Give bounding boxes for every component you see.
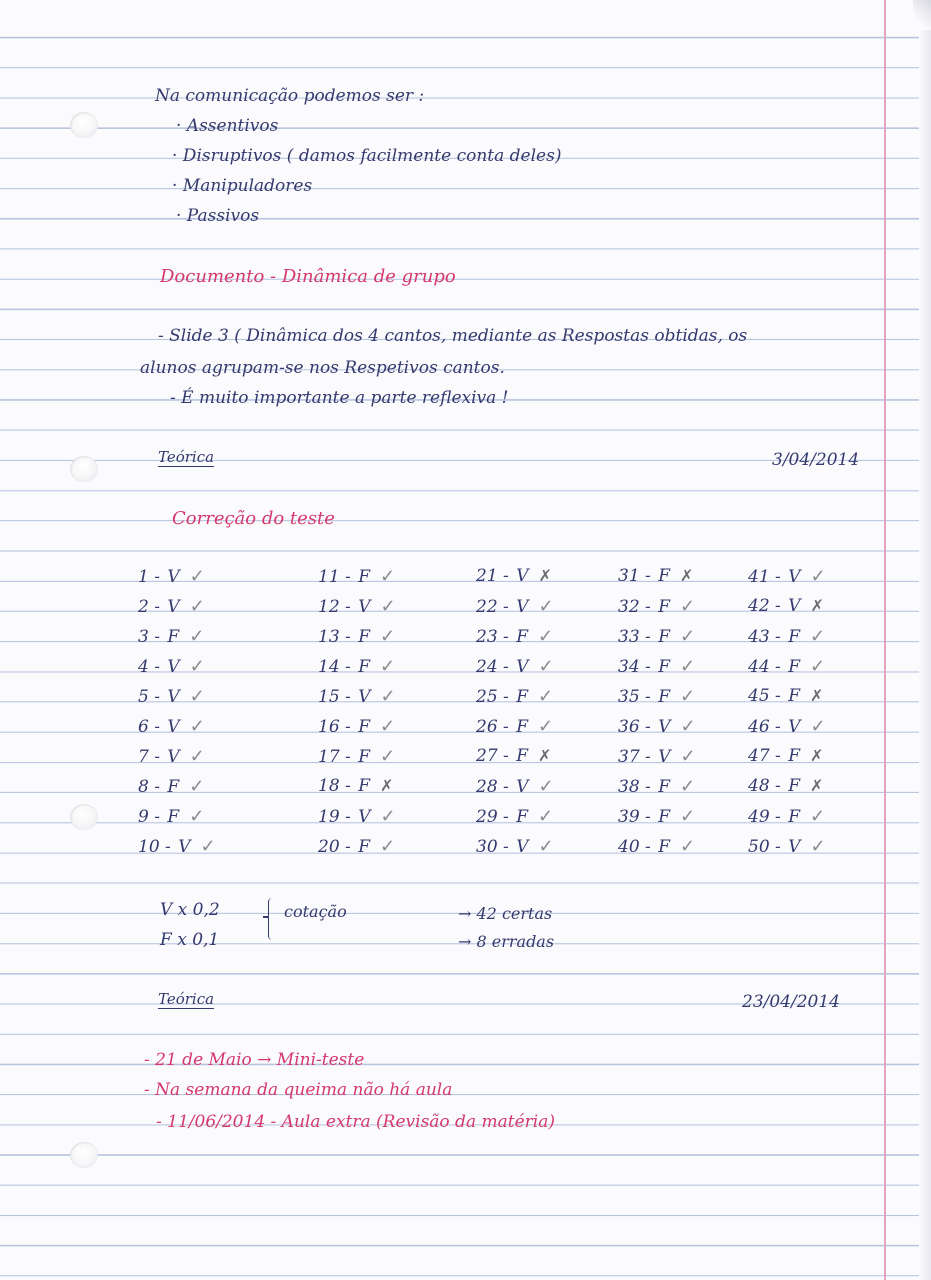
answer-dash: - <box>148 567 166 587</box>
answer-dash: - <box>148 627 166 647</box>
answer-number: 34 <box>618 657 640 677</box>
answer-value: F <box>358 717 370 737</box>
answer-dash: - <box>769 686 787 706</box>
answer-dash: - <box>769 776 787 796</box>
answer-dash: - <box>148 747 166 767</box>
answer-value: F <box>358 657 370 677</box>
announcement: - 11/06/2014 - Aula extra (Revisão da matéria) <box>156 1112 555 1132</box>
check-mark-icon: ✓ <box>380 716 396 737</box>
answer-value: F <box>516 807 528 827</box>
answer-dash: - <box>159 837 177 857</box>
answer-dash: - <box>769 567 787 587</box>
answer-dash: - <box>769 837 787 857</box>
punch-hole <box>70 804 98 830</box>
answer-number: 41 <box>748 567 770 587</box>
answer-number: 47 <box>748 746 770 766</box>
cross-mark-icon: ✗ <box>538 746 552 765</box>
answer-item <box>138 688 205 706</box>
answer-dash: - <box>639 807 657 827</box>
answer-dash: - <box>339 717 357 737</box>
answer-number: 20 <box>318 837 340 857</box>
answer-value: F <box>358 567 370 587</box>
scoring-label: cotação <box>284 902 347 921</box>
wrong-count: → 8 erradas <box>458 932 555 951</box>
answer-value: V <box>358 687 371 707</box>
answer-number: 9 <box>138 807 149 827</box>
answer-number: 7 <box>138 747 149 767</box>
answer-dash: - <box>497 777 515 797</box>
check-mark-icon: ✓ <box>189 596 205 617</box>
punch-hole <box>70 456 98 482</box>
answer-item <box>318 748 395 766</box>
answer-item <box>476 718 553 736</box>
answer-item <box>618 688 695 706</box>
cross-mark-icon: ✗ <box>380 776 394 795</box>
answer-value: V <box>358 807 371 827</box>
correction-title: Correção do teste <box>172 508 335 529</box>
intro-item: · Manipuladores <box>172 176 313 196</box>
check-mark-icon: ✓ <box>810 626 826 647</box>
answer-number: 18 <box>318 776 340 796</box>
answer-dash: - <box>639 687 657 707</box>
answer-value: F <box>167 627 180 647</box>
check-mark-icon: ✓ <box>380 596 396 617</box>
answer-item <box>476 808 553 826</box>
answer-item <box>476 568 552 585</box>
answer-item <box>318 838 395 856</box>
answer-value: F <box>358 627 370 647</box>
answer-value: F <box>358 747 370 767</box>
answer-item <box>318 778 393 795</box>
check-mark-icon: ✓ <box>189 776 205 797</box>
answer-value: F <box>516 717 528 737</box>
answer-item <box>618 778 695 796</box>
answer-item <box>318 658 395 676</box>
answer-number: 11 <box>318 567 340 587</box>
answer-dash: - <box>497 657 515 677</box>
check-mark-icon: ✓ <box>189 626 205 647</box>
section-date: 23/04/2014 <box>742 992 840 1012</box>
answer-item <box>618 568 693 585</box>
answer-dash: - <box>769 717 787 737</box>
answer-value: V <box>167 717 180 737</box>
announcement: - 21 de Maio → Mini-teste <box>144 1050 365 1070</box>
check-mark-icon: ✓ <box>538 836 554 857</box>
answer-value: F <box>516 627 528 647</box>
answer-value: V <box>167 747 180 767</box>
answer-value: V <box>167 657 180 677</box>
correct-count: → 42 certas <box>458 904 553 923</box>
answer-number: 19 <box>318 807 340 827</box>
section-label: Teórica <box>158 990 215 1008</box>
answer-number: 15 <box>318 687 340 707</box>
check-mark-icon: ✓ <box>380 746 396 767</box>
answer-item <box>618 598 695 616</box>
answer-dash: - <box>148 717 166 737</box>
answer-number: 27 <box>476 746 498 766</box>
answer-item <box>748 568 826 586</box>
answer-dash: - <box>339 657 357 677</box>
answer-dash: - <box>639 657 657 677</box>
answer-dash: - <box>639 627 657 647</box>
answer-dash: - <box>497 837 515 857</box>
check-mark-icon: ✓ <box>189 566 205 587</box>
answer-dash: - <box>639 597 657 617</box>
check-mark-icon: ✓ <box>810 656 826 677</box>
answer-item <box>138 598 205 616</box>
check-mark-icon: ✓ <box>189 746 205 767</box>
answer-item <box>618 718 696 736</box>
answer-value: F <box>358 776 370 796</box>
check-mark-icon: ✓ <box>810 806 826 827</box>
check-mark-icon: ✓ <box>538 626 554 647</box>
answer-number: 13 <box>318 627 340 647</box>
answer-dash: - <box>497 807 515 827</box>
answer-value: F <box>788 627 800 647</box>
answer-value: F <box>788 686 800 706</box>
check-mark-icon: ✓ <box>810 836 826 857</box>
section-label: Teórica <box>158 448 215 466</box>
curly-brace <box>268 898 277 940</box>
answer-dash: - <box>497 597 515 617</box>
answer-number: 31 <box>618 566 640 586</box>
answer-item <box>748 688 823 705</box>
answer-value: V <box>167 597 180 617</box>
answer-item <box>748 838 826 856</box>
check-mark-icon: ✓ <box>538 716 554 737</box>
answer-item <box>138 658 205 676</box>
answer-dash: - <box>497 746 515 766</box>
page-edge <box>919 0 931 1280</box>
answer-dash: - <box>769 807 787 827</box>
answer-number: 42 <box>748 596 770 616</box>
answer-item <box>476 748 551 765</box>
answer-item <box>318 718 395 736</box>
answer-item <box>318 628 395 646</box>
answer-number: 12 <box>318 597 340 617</box>
check-mark-icon: ✓ <box>538 596 554 617</box>
answer-number: 22 <box>476 597 498 617</box>
answer-number: 39 <box>618 807 640 827</box>
answer-dash: - <box>148 687 166 707</box>
answer-number: 50 <box>748 837 770 857</box>
check-mark-icon: ✓ <box>680 836 696 857</box>
answer-item <box>138 718 205 736</box>
check-mark-icon: ✓ <box>680 686 696 707</box>
margin-line <box>884 0 886 1280</box>
answer-number: 14 <box>318 657 340 677</box>
answer-dash: - <box>339 567 357 587</box>
answer-number: 16 <box>318 717 340 737</box>
answer-dash: - <box>769 627 787 647</box>
answer-number: 29 <box>476 807 498 827</box>
note-line: alunos agrupam-se nos Respetivos cantos. <box>140 358 505 378</box>
section-date: 3/04/2014 <box>772 450 860 470</box>
answer-dash: - <box>497 627 515 647</box>
answer-dash: - <box>148 657 166 677</box>
answer-item <box>318 568 395 586</box>
check-mark-icon: ✓ <box>189 806 205 827</box>
answer-item <box>748 718 826 736</box>
answer-value: F <box>658 657 670 677</box>
answer-dash: - <box>769 657 787 677</box>
answer-number: 44 <box>748 657 770 677</box>
answer-dash: - <box>339 807 357 827</box>
announcement: - Na semana da queima não há aula <box>144 1080 453 1100</box>
check-mark-icon: ✓ <box>680 596 696 617</box>
answer-value: V <box>167 567 180 587</box>
answer-number: 32 <box>618 597 640 617</box>
answer-value: V <box>788 837 801 857</box>
answer-dash: - <box>769 746 787 766</box>
answer-dash: - <box>148 597 166 617</box>
scoring-f-line: F x 0,1 <box>160 930 220 950</box>
check-mark-icon: ✓ <box>538 656 554 677</box>
answer-item <box>476 598 554 616</box>
check-mark-icon: ✓ <box>538 806 554 827</box>
answer-value: F <box>788 657 800 677</box>
answer-number: 36 <box>618 717 640 737</box>
check-mark-icon: ✓ <box>380 656 396 677</box>
answer-number: 48 <box>748 776 770 796</box>
cross-mark-icon: ✗ <box>680 566 694 585</box>
answer-item <box>318 598 396 616</box>
answer-value: F <box>658 777 670 797</box>
page-corner-fold <box>913 0 931 30</box>
answer-value: V <box>178 837 191 857</box>
answer-item <box>748 598 824 615</box>
answer-value: F <box>358 837 370 857</box>
check-mark-icon: ✓ <box>380 686 396 707</box>
answer-item <box>476 658 554 676</box>
answer-item <box>618 658 695 676</box>
answer-value: F <box>516 687 528 707</box>
answer-item <box>138 628 204 646</box>
answer-number: 49 <box>748 807 770 827</box>
punch-hole <box>70 112 98 138</box>
check-mark-icon: ✓ <box>680 776 696 797</box>
answer-number: 46 <box>748 717 770 737</box>
answer-number: 10 <box>138 837 160 857</box>
check-mark-icon: ✓ <box>538 686 554 707</box>
answer-number: 8 <box>138 777 149 797</box>
check-mark-icon: ✓ <box>189 716 205 737</box>
answer-number: 43 <box>748 627 770 647</box>
answer-number: 3 <box>138 627 149 647</box>
answer-value: V <box>658 717 671 737</box>
answer-dash: - <box>497 566 515 586</box>
answer-value: F <box>658 687 670 707</box>
check-mark-icon: ✓ <box>380 836 396 857</box>
check-mark-icon: ✓ <box>680 806 696 827</box>
answer-item <box>618 838 695 856</box>
answer-dash: - <box>339 837 357 857</box>
answer-item <box>476 838 554 856</box>
check-mark-icon: ✓ <box>680 626 696 647</box>
answer-value: V <box>658 747 671 767</box>
answer-number: 17 <box>318 747 340 767</box>
answer-value: F <box>167 807 180 827</box>
answer-item <box>618 808 695 826</box>
answer-dash: - <box>339 776 357 796</box>
answer-item <box>318 808 396 826</box>
answer-number: 30 <box>476 837 498 857</box>
check-mark-icon: ✓ <box>189 656 205 677</box>
answer-value: V <box>788 717 801 737</box>
answer-dash: - <box>769 596 787 616</box>
answer-dash: - <box>639 747 657 767</box>
answer-item <box>748 658 825 676</box>
answer-item <box>748 778 823 795</box>
answer-value: V <box>516 777 529 797</box>
answer-value: V <box>788 596 801 616</box>
answer-number: 4 <box>138 657 149 677</box>
answer-value: V <box>358 597 371 617</box>
answer-number: 1 <box>138 567 149 587</box>
answer-number: 21 <box>476 566 498 586</box>
answer-dash: - <box>339 627 357 647</box>
answer-value: F <box>788 776 800 796</box>
check-mark-icon: ✓ <box>380 626 396 647</box>
answer-number: 35 <box>618 687 640 707</box>
answer-value: V <box>516 597 529 617</box>
scoring-v-line: V x 0,2 <box>160 900 220 920</box>
answer-item <box>138 838 216 856</box>
answer-number: 23 <box>476 627 498 647</box>
answer-value: F <box>788 807 800 827</box>
answer-dash: - <box>497 717 515 737</box>
answer-value: V <box>516 566 529 586</box>
check-mark-icon: ✓ <box>680 656 696 677</box>
note-line: - Slide 3 ( Dinâmica dos 4 cantos, mediante as Respostas obtidas, os <box>158 326 748 346</box>
answer-dash: - <box>339 687 357 707</box>
answer-item <box>618 628 695 646</box>
check-mark-icon: ✓ <box>810 716 826 737</box>
intro-item: · Passivos <box>176 206 260 226</box>
answer-value: V <box>167 687 180 707</box>
check-mark-icon: ✓ <box>189 686 205 707</box>
punch-hole <box>70 1142 98 1168</box>
answer-dash: - <box>148 777 166 797</box>
answer-item <box>476 628 553 646</box>
answer-number: 5 <box>138 687 149 707</box>
intro-item: · Disruptivos ( damos facilmente conta deles) <box>172 146 562 166</box>
check-mark-icon: ✓ <box>680 746 696 767</box>
check-mark-icon: ✓ <box>380 806 396 827</box>
answer-item <box>748 748 823 765</box>
answer-value: V <box>788 567 801 587</box>
answer-item <box>138 808 204 826</box>
check-mark-icon: ✓ <box>380 566 396 587</box>
answer-dash: - <box>639 837 657 857</box>
answer-value: F <box>658 627 670 647</box>
answer-number: 6 <box>138 717 149 737</box>
check-mark-icon: ✓ <box>810 566 826 587</box>
document-title: Documento - Dinâmica de grupo <box>160 266 456 287</box>
answer-item <box>138 778 204 796</box>
answer-value: V <box>516 837 529 857</box>
answer-dash: - <box>339 747 357 767</box>
note-line: - É muito importante a parte reflexiva ! <box>170 388 509 408</box>
answer-dash: - <box>639 566 657 586</box>
answer-number: 40 <box>618 837 640 857</box>
answer-number: 38 <box>618 777 640 797</box>
answer-item <box>618 748 696 766</box>
cross-mark-icon: ✗ <box>538 566 552 585</box>
answer-item <box>318 688 396 706</box>
answer-number: 28 <box>476 777 498 797</box>
answer-dash: - <box>639 717 657 737</box>
check-mark-icon: ✓ <box>200 836 216 857</box>
answer-number: 26 <box>476 717 498 737</box>
answer-number: 37 <box>618 747 640 767</box>
answer-number: 33 <box>618 627 640 647</box>
intro-item: · Assentivos <box>176 116 279 136</box>
answer-value: F <box>658 566 670 586</box>
answer-value: F <box>658 807 670 827</box>
check-mark-icon: ✓ <box>538 776 554 797</box>
answer-value: F <box>788 746 800 766</box>
answer-value: F <box>658 837 670 857</box>
cross-mark-icon: ✗ <box>810 746 824 765</box>
intro-heading: Na comunicação podemos ser : <box>155 86 425 106</box>
answer-dash: - <box>148 807 166 827</box>
answer-dash: - <box>339 597 357 617</box>
cross-mark-icon: ✗ <box>810 596 824 615</box>
answer-item <box>748 628 825 646</box>
answer-value: V <box>516 657 529 677</box>
answer-number: 45 <box>748 686 770 706</box>
answer-number: 25 <box>476 687 498 707</box>
answer-value: F <box>516 746 528 766</box>
answer-value: F <box>658 597 670 617</box>
answer-dash: - <box>639 777 657 797</box>
cross-mark-icon: ✗ <box>810 776 824 795</box>
answer-value: F <box>167 777 180 797</box>
check-mark-icon: ✓ <box>680 716 696 737</box>
answer-item <box>138 568 205 586</box>
answer-item <box>748 808 825 826</box>
answer-dash: - <box>497 687 515 707</box>
answer-number: 24 <box>476 657 498 677</box>
answer-number: 2 <box>138 597 149 617</box>
answer-item <box>138 748 205 766</box>
answer-item <box>476 688 553 706</box>
answer-item <box>476 778 554 796</box>
cross-mark-icon: ✗ <box>810 686 824 705</box>
